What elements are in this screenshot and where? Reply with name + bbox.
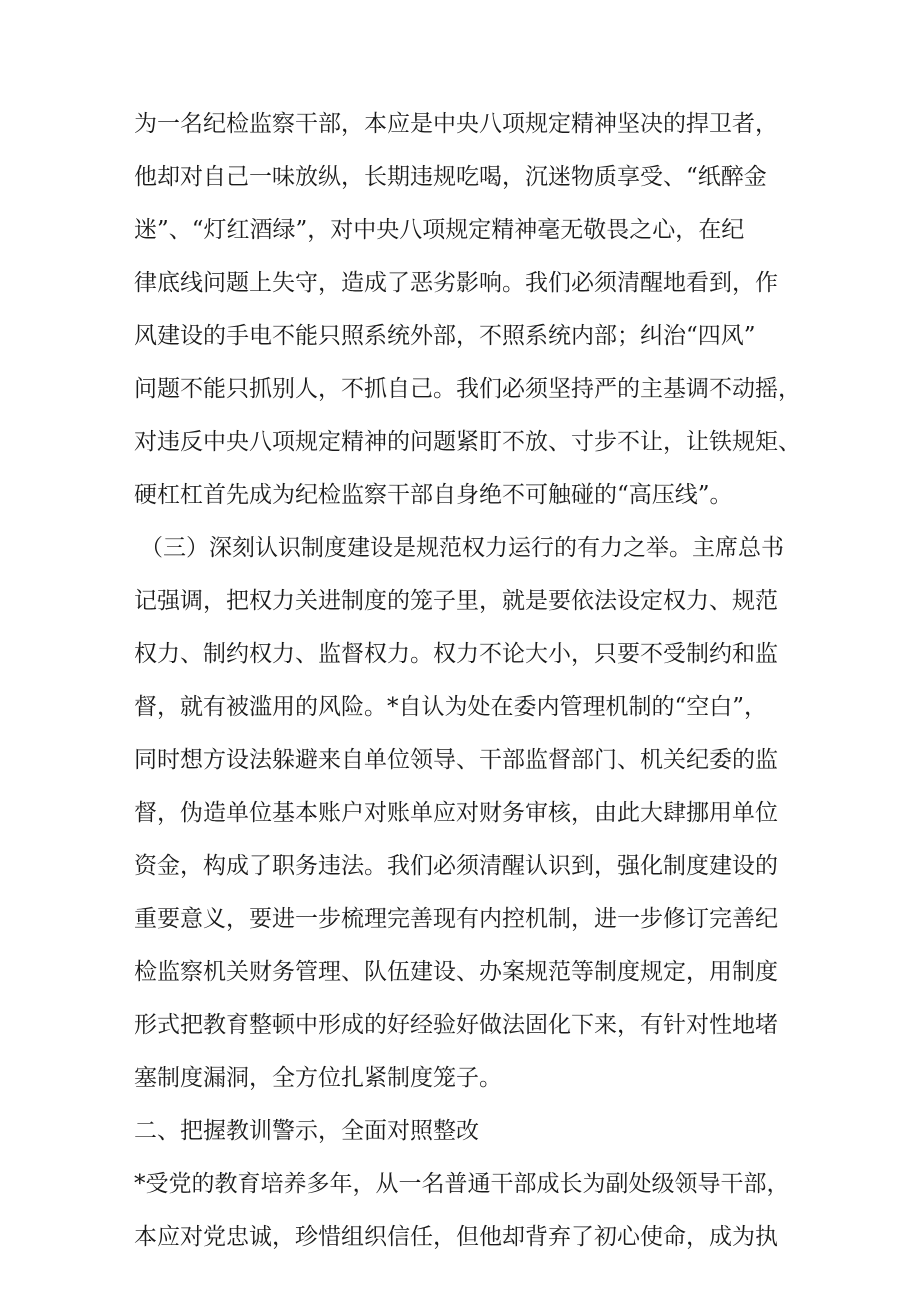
text-line: 资金，构成了职务违法。我们必须清醒认识到，强化制度建设的	[134, 853, 778, 879]
text-line: 塞制度漏洞，全方位扎紧制度笼子。	[134, 1065, 502, 1091]
text-line: 为一名纪检监察干部，本应是中央八项规定精神坚决的捍卫者，	[134, 111, 778, 137]
text-line: 问题不能只抓别人，不抓自己。我们必须坚持严的主基调不动摇，	[134, 376, 801, 402]
section-heading-line: （三）深刻认识制度建设是规范权力运行的有力之举。主席总书	[140, 535, 784, 561]
text-line: 本应对党忠诚，珍惜组织信任，但他却背弃了初心使命，成为执	[134, 1224, 778, 1250]
text-line: 形式把教育整顿中形成的好经验好做法固化下来，有针对性地堵	[134, 1012, 778, 1038]
text-line: 律底线问题上失守，造成了恶劣影响。我们必须清醒地看到，作	[134, 270, 778, 296]
text-line: 记强调，把权力关进制度的笼子里，就是要依法设定权力、规范	[134, 588, 778, 614]
text-line: 迷”、“灯红酒绿”，对中央八项规定精神毫无敬畏之心，在纪	[134, 217, 745, 243]
text-line: 检监察机关财务管理、队伍建设、办案规范等制度规定，用制度	[134, 959, 778, 985]
text-line: 同时想方设法躲避来自单位领导、干部监督部门、机关纪委的监	[134, 747, 778, 773]
text-line: *受党的教育培养多年，从一名普通干部成长为副处级领导干部，	[134, 1171, 790, 1197]
text-line: 风建设的手电不能只照系统外部，不照系统内部；纠治“四风”	[134, 323, 756, 349]
text-line: 权力、制约权力、监督权力。权力不论大小，只要不受制约和监	[134, 641, 778, 667]
section-heading: 二、把握教训警示，全面对照整改	[134, 1118, 479, 1144]
text-line: 重要意义，要进一步梳理完善现有内控机制，进一步修订完善纪	[134, 906, 778, 932]
text-line: 督，伪造单位基本账户对账单应对财务审核，由此大肆挪用单位	[134, 800, 778, 826]
text-line: 他却对自己一味放纵，长期违规吃喝，沉迷物质享受、“纸醉金	[134, 164, 767, 190]
text-line: 对违反中央八项规定精神的问题紧盯不放、寸步不让，让铁规矩、	[134, 429, 801, 455]
text-line: 督，就有被滥用的风险。*自认为处在委内管理机制的“空白”，	[134, 694, 768, 720]
text-line: 硬杠杠首先成为纪检监察干部自身绝不可触碰的“高压线”。	[134, 482, 733, 508]
